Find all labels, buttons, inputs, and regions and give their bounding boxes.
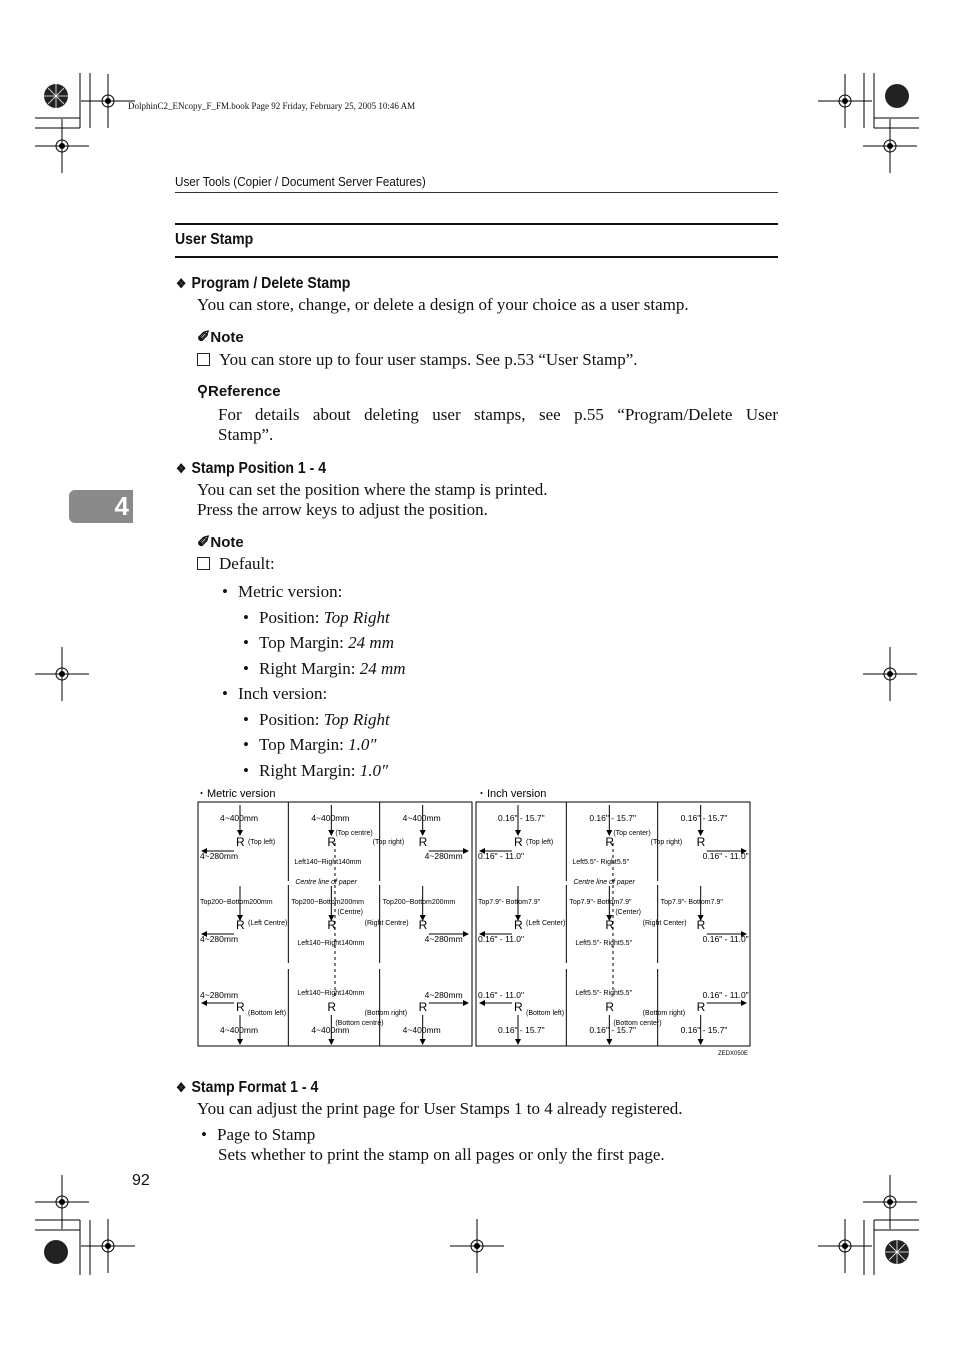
- metric-top-item: • Top Margin: 24 mm: [243, 633, 394, 652]
- diamond-icon: ❖: [176, 461, 187, 476]
- metric-right-item: • Right Margin: 24 mm: [243, 658, 406, 678]
- stamp-r: R: [514, 918, 523, 932]
- v-range-label: 0.16" - 15.7": [680, 1025, 728, 1035]
- figure-code: ZEDX050E: [718, 1051, 749, 1057]
- v-range-label: 4~400mm: [402, 813, 441, 823]
- v-range-label: 4~400mm: [220, 1025, 259, 1035]
- page-to-stamp-item: • Page to Stamp Sets whether to print the stamp on all pages or only the first page.: [201, 1125, 665, 1164]
- lr-range-label: Left5.5"- Right5.5": [575, 990, 633, 997]
- inch-title: ・Inch version: [476, 788, 547, 800]
- stamp-position-diagram: [190, 783, 760, 1063]
- reference-text: For details about deleting user stamps, see p.55 “Program/Delete User Stamp”.: [218, 405, 778, 444]
- position-label: (Center): [615, 909, 642, 916]
- position-label: (Left Center): [526, 920, 566, 927]
- position-label: (Top left): [526, 839, 554, 846]
- diamond-icon: ❖: [176, 1080, 187, 1095]
- v-range-label: 4~400mm: [311, 1025, 350, 1035]
- tb-range-label: Top7.9"- Bottom7.9": [660, 899, 723, 906]
- stamp-r: R: [696, 835, 706, 849]
- position-label: (Top right): [650, 839, 683, 846]
- centre-line-label: Centre line of paper: [573, 879, 635, 886]
- print-mark: DolphinC2_ENcopy_F_FM.book Page 92 Friday, February 25, 2005 10:46 AM: [128, 101, 416, 111]
- v-range-label: 4~400mm: [220, 813, 259, 823]
- h-range-label: 0.16" - 11.0": [702, 851, 749, 861]
- inch-right-item: • Right Margin: 1.0″: [243, 760, 389, 780]
- stamp-r: R: [514, 1000, 523, 1014]
- stamp-r: R: [418, 1000, 428, 1014]
- v-range-label: 4~400mm: [402, 1025, 441, 1035]
- v-range-label: 0.16" - 15.7": [589, 813, 637, 823]
- section-bottom-rule: [175, 256, 778, 258]
- v-range-label: 0.16" - 15.7": [498, 1025, 545, 1035]
- h-range-label: 0.16" - 11.0": [478, 851, 525, 861]
- metric-list: [222, 579, 406, 783]
- centre-line-label: Centre line of paper: [295, 879, 357, 886]
- position-label: (Top right): [372, 839, 405, 846]
- tb-range-label: Top200~Bottom200mm: [291, 899, 364, 906]
- section-title: User Stamp: [175, 231, 254, 248]
- position-label: (Bottom right): [364, 1010, 408, 1017]
- section-top-rule: [175, 223, 778, 225]
- h-range-label: 0.16" - 11.0": [478, 990, 525, 1000]
- metric-panel: [198, 802, 472, 1046]
- stamp-r: R: [696, 918, 706, 932]
- h-range-label: 4~280mm: [424, 934, 463, 944]
- stamp-position-heading: ❖ Stamp Position 1 - 4: [176, 460, 327, 477]
- metric-position-item: • Position: Top Right: [243, 607, 390, 627]
- stamp-r: R: [327, 835, 337, 849]
- lr-range-label: Left140~Right140mm: [297, 990, 365, 997]
- stamp-r: R: [418, 918, 428, 932]
- stamp-r: R: [236, 835, 245, 849]
- program-delete-heading: ❖ Program / Delete Stamp: [176, 275, 351, 292]
- diamond-icon: ❖: [176, 276, 187, 291]
- v-range-label: 0.16" - 15.7": [589, 1025, 637, 1035]
- h-range-label: 4~280mm: [200, 851, 239, 861]
- position-label: (Top centre): [335, 830, 373, 837]
- lr-range-label: Left140~Right140mm: [297, 940, 365, 947]
- h-range-label: 0.16" - 11.0": [478, 934, 525, 944]
- position-label: (Bottom right): [642, 1010, 686, 1017]
- tb-range-label: Top200~Bottom200mm: [382, 899, 456, 906]
- v-range-label: 0.16" - 15.7": [680, 813, 728, 823]
- position-label: (Bottom center): [613, 1020, 662, 1027]
- inch-panel: [476, 802, 750, 1046]
- position-label: (Right Center): [642, 920, 687, 927]
- checkbox-icon: [197, 353, 210, 366]
- stamp-r: R: [236, 918, 245, 932]
- position-label: (Bottom left): [526, 1010, 565, 1017]
- lr-range-label: Left5.5"- Right5.5": [572, 859, 630, 866]
- position-label: (Right Centre): [364, 920, 409, 927]
- position-label: (Top center): [613, 830, 651, 837]
- note-heading-2: ✐Note: [197, 534, 244, 551]
- stamp-r: R: [514, 835, 523, 849]
- pencil-icon: ✐: [197, 329, 211, 346]
- stamp-r: R: [696, 1000, 706, 1014]
- program-delete-body: You can store, change, or delete a design of your choice as a user stamp.: [197, 295, 689, 314]
- stamp-r: R: [327, 918, 337, 932]
- position-label: (Centre): [337, 909, 364, 916]
- position-label: (Bottom left): [248, 1010, 287, 1017]
- default-item: Default:: [197, 554, 275, 574]
- stamp-r: R: [605, 1000, 615, 1014]
- h-range-label: 4~280mm: [424, 851, 463, 861]
- stamp-r: R: [605, 835, 615, 849]
- inch-top-item: • Top Margin: 1.0″: [243, 735, 377, 754]
- chapter-tab: 4: [69, 490, 133, 523]
- h-range-label: 0.16" - 11.0": [702, 934, 749, 944]
- position-label: (Bottom centre): [335, 1020, 384, 1027]
- header-divider: [175, 192, 778, 193]
- h-range-label: 4~280mm: [200, 990, 239, 1000]
- h-range-label: 4~280mm: [424, 990, 463, 1000]
- stamp-format-heading: ❖ Stamp Format 1 - 4: [176, 1079, 319, 1096]
- inch-position-item: • Position: Top Right: [243, 709, 390, 729]
- inch-version-item: • Inch version:: [222, 684, 328, 703]
- lr-range-label: Left140~Right140mm: [294, 859, 362, 866]
- stamp-r: R: [327, 1000, 337, 1014]
- stamp-r: R: [418, 835, 428, 849]
- note-item-1: You can store up to four user stamps. See p.53 “User Stamp”.: [197, 350, 637, 370]
- lr-range-label: Left5.5"- Right5.5": [575, 940, 633, 947]
- tb-range-label: Top7.9"- Bottom7.9": [569, 899, 632, 906]
- checkbox-icon: [197, 557, 210, 570]
- stamp-format-body: You can adjust the print page for User Stamps 1 to 4 already registered.: [197, 1099, 683, 1118]
- v-range-label: 4~400mm: [311, 813, 350, 823]
- note-heading-1: ✐Note: [197, 329, 244, 346]
- metric-title: ・Metric version: [196, 788, 276, 800]
- h-range-label: 4~280mm: [200, 934, 239, 944]
- position-label: (Left Centre): [248, 920, 288, 927]
- stamp-r: R: [236, 1000, 245, 1014]
- stamp-position-body: You can set the position where the stamp is printed. Press the arrow keys to adjust the position.: [197, 480, 548, 519]
- reference-heading: ⚲Reference: [197, 383, 281, 400]
- pencil-icon: ✐: [197, 534, 211, 551]
- page-number: 92: [132, 1172, 150, 1189]
- tb-range-label: Top200~Bottom200mm: [200, 899, 273, 906]
- tb-range-label: Top7.9"- Bottom7.9": [478, 899, 541, 906]
- metric-version-item: • Metric version:: [222, 582, 343, 601]
- magnifier-icon: ⚲: [197, 383, 208, 400]
- running-header: User Tools (Copier / Document Server Features): [175, 174, 426, 189]
- stamp-r: R: [605, 918, 615, 932]
- v-range-label: 0.16" - 15.7": [498, 813, 545, 823]
- position-label: (Top left): [248, 839, 276, 846]
- h-range-label: 0.16" - 11.0": [702, 990, 749, 1000]
